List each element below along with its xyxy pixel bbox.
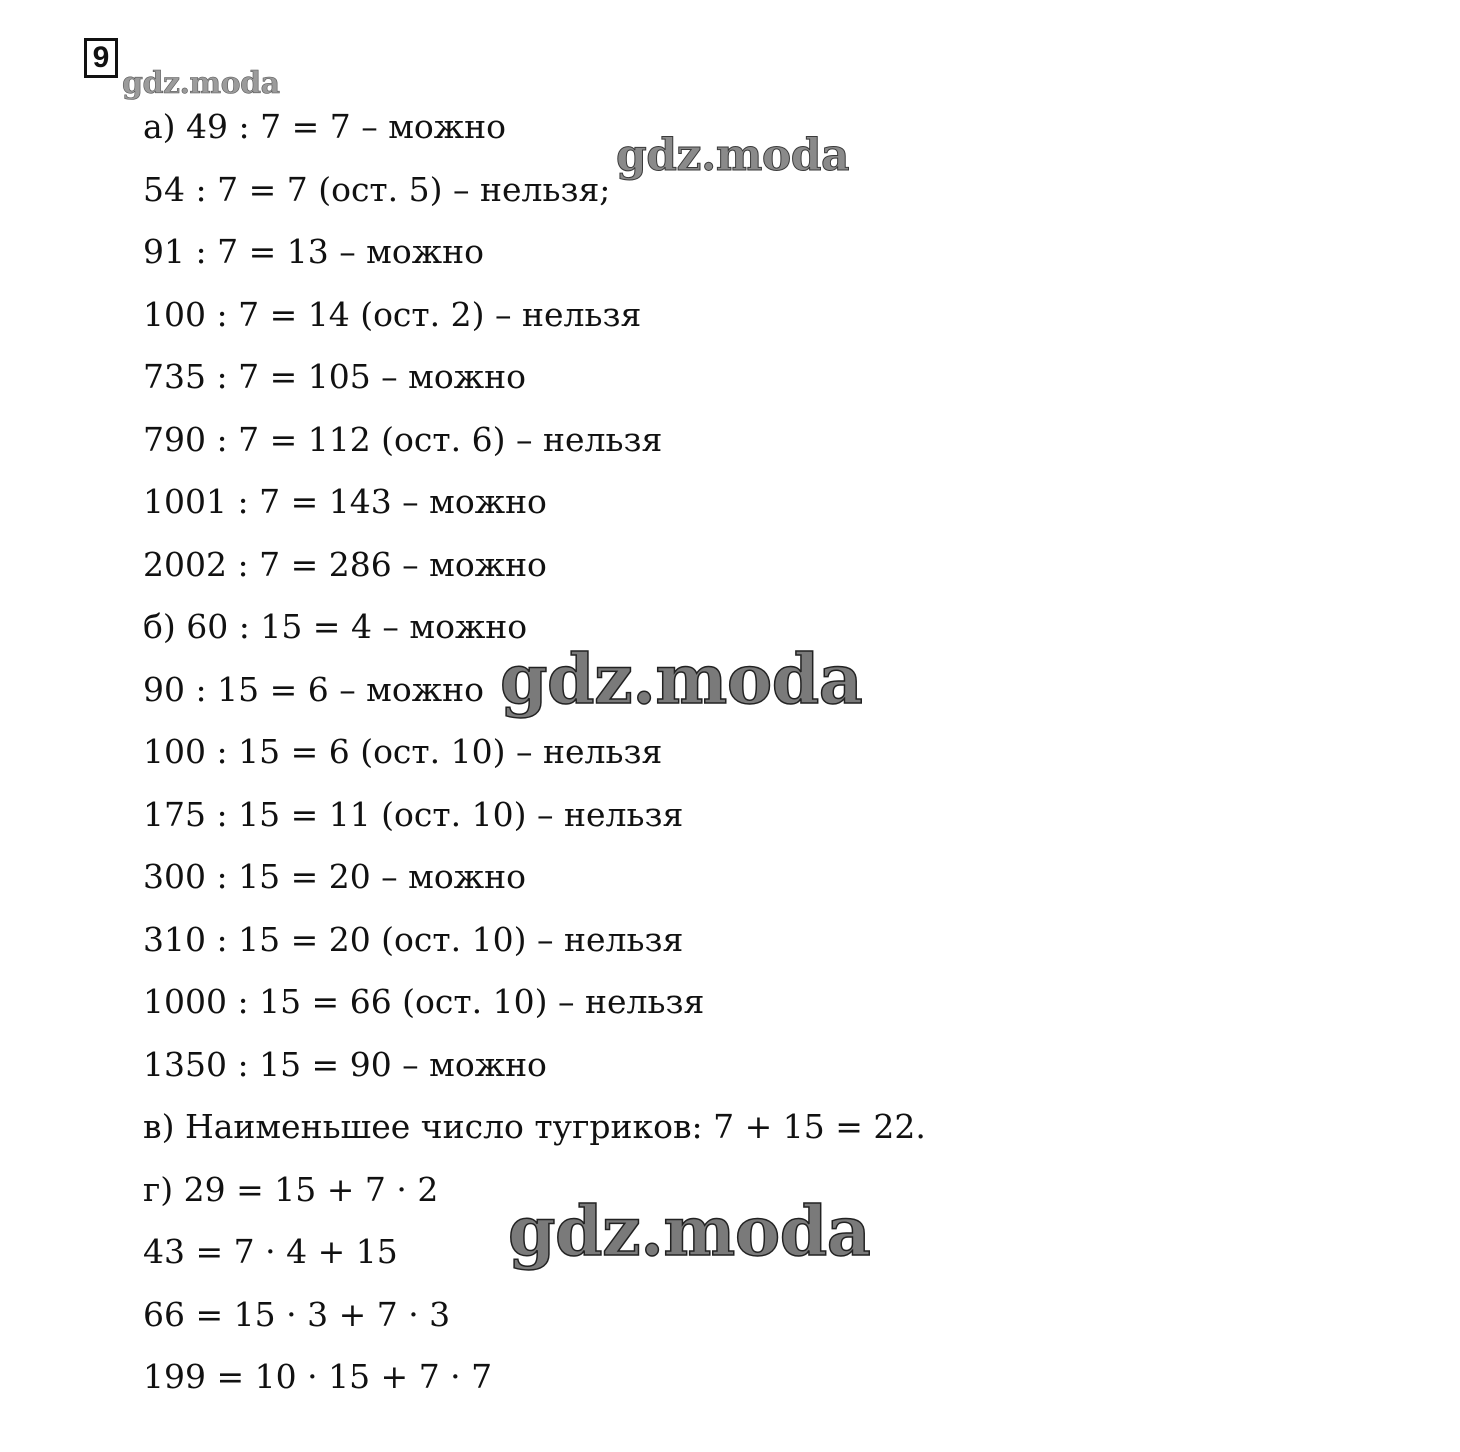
solution-line: 66 = 15 · 3 + 7 · 3 xyxy=(143,1294,451,1334)
solution-line: 54 : 7 = 7 (ост. 5) – нельзя; xyxy=(143,169,611,209)
solution-line: 100 : 7 = 14 (ост. 2) – нельзя xyxy=(143,294,642,334)
solution-line: 2002 : 7 = 286 – можно xyxy=(143,544,547,584)
solution-line: 1001 : 7 = 143 – можно xyxy=(143,482,547,521)
solution-line: 199 = 10 · 15 + 7 · 7 xyxy=(143,1357,493,1396)
solution-line: 1000 : 15 = 66 (ост. 10) – нельзя xyxy=(143,982,705,1021)
solution-line: 735 : 7 = 105 – можно xyxy=(143,357,526,396)
watermark-logo-bottom: gdz.moda xyxy=(508,1192,871,1272)
solution-line: 310 : 15 = 20 (ост. 10) – нельзя xyxy=(143,919,684,959)
solution-line: в) Наименьшее число тугриков: 7 + 15 = 22. xyxy=(143,1107,926,1146)
solution-line: г) 29 = 15 + 7 · 2 xyxy=(143,1169,439,1209)
watermark-logo-top: gdz.moda xyxy=(616,130,850,181)
task-number-box: 9 xyxy=(84,38,118,78)
solution-line: а) 49 : 7 = 7 – можно xyxy=(143,107,506,146)
watermark-logo-small: gdz.moda xyxy=(122,66,280,101)
solution-line: б) 60 : 15 = 4 – можно xyxy=(143,607,528,646)
solution-line: 790 : 7 = 112 (ост. 6) – нельзя xyxy=(143,419,663,459)
solution-line: 100 : 15 = 6 (ост. 10) – нельзя xyxy=(143,732,663,771)
solution-line: 300 : 15 = 20 – можно xyxy=(143,857,526,896)
solution-lines xyxy=(143,96,1343,1409)
solution-line: 175 : 15 = 11 (ост. 10) – нельзя xyxy=(143,794,684,834)
solution-line: 1350 : 15 = 90 – можно xyxy=(143,1044,547,1084)
solution-line: 43 = 7 · 4 + 15 xyxy=(143,1232,398,1271)
solution-line: 91 : 7 = 13 – можно xyxy=(143,232,484,271)
watermark-logo-middle: gdz.moda xyxy=(500,640,863,720)
solution-line: 90 : 15 = 6 – можно xyxy=(143,669,484,709)
